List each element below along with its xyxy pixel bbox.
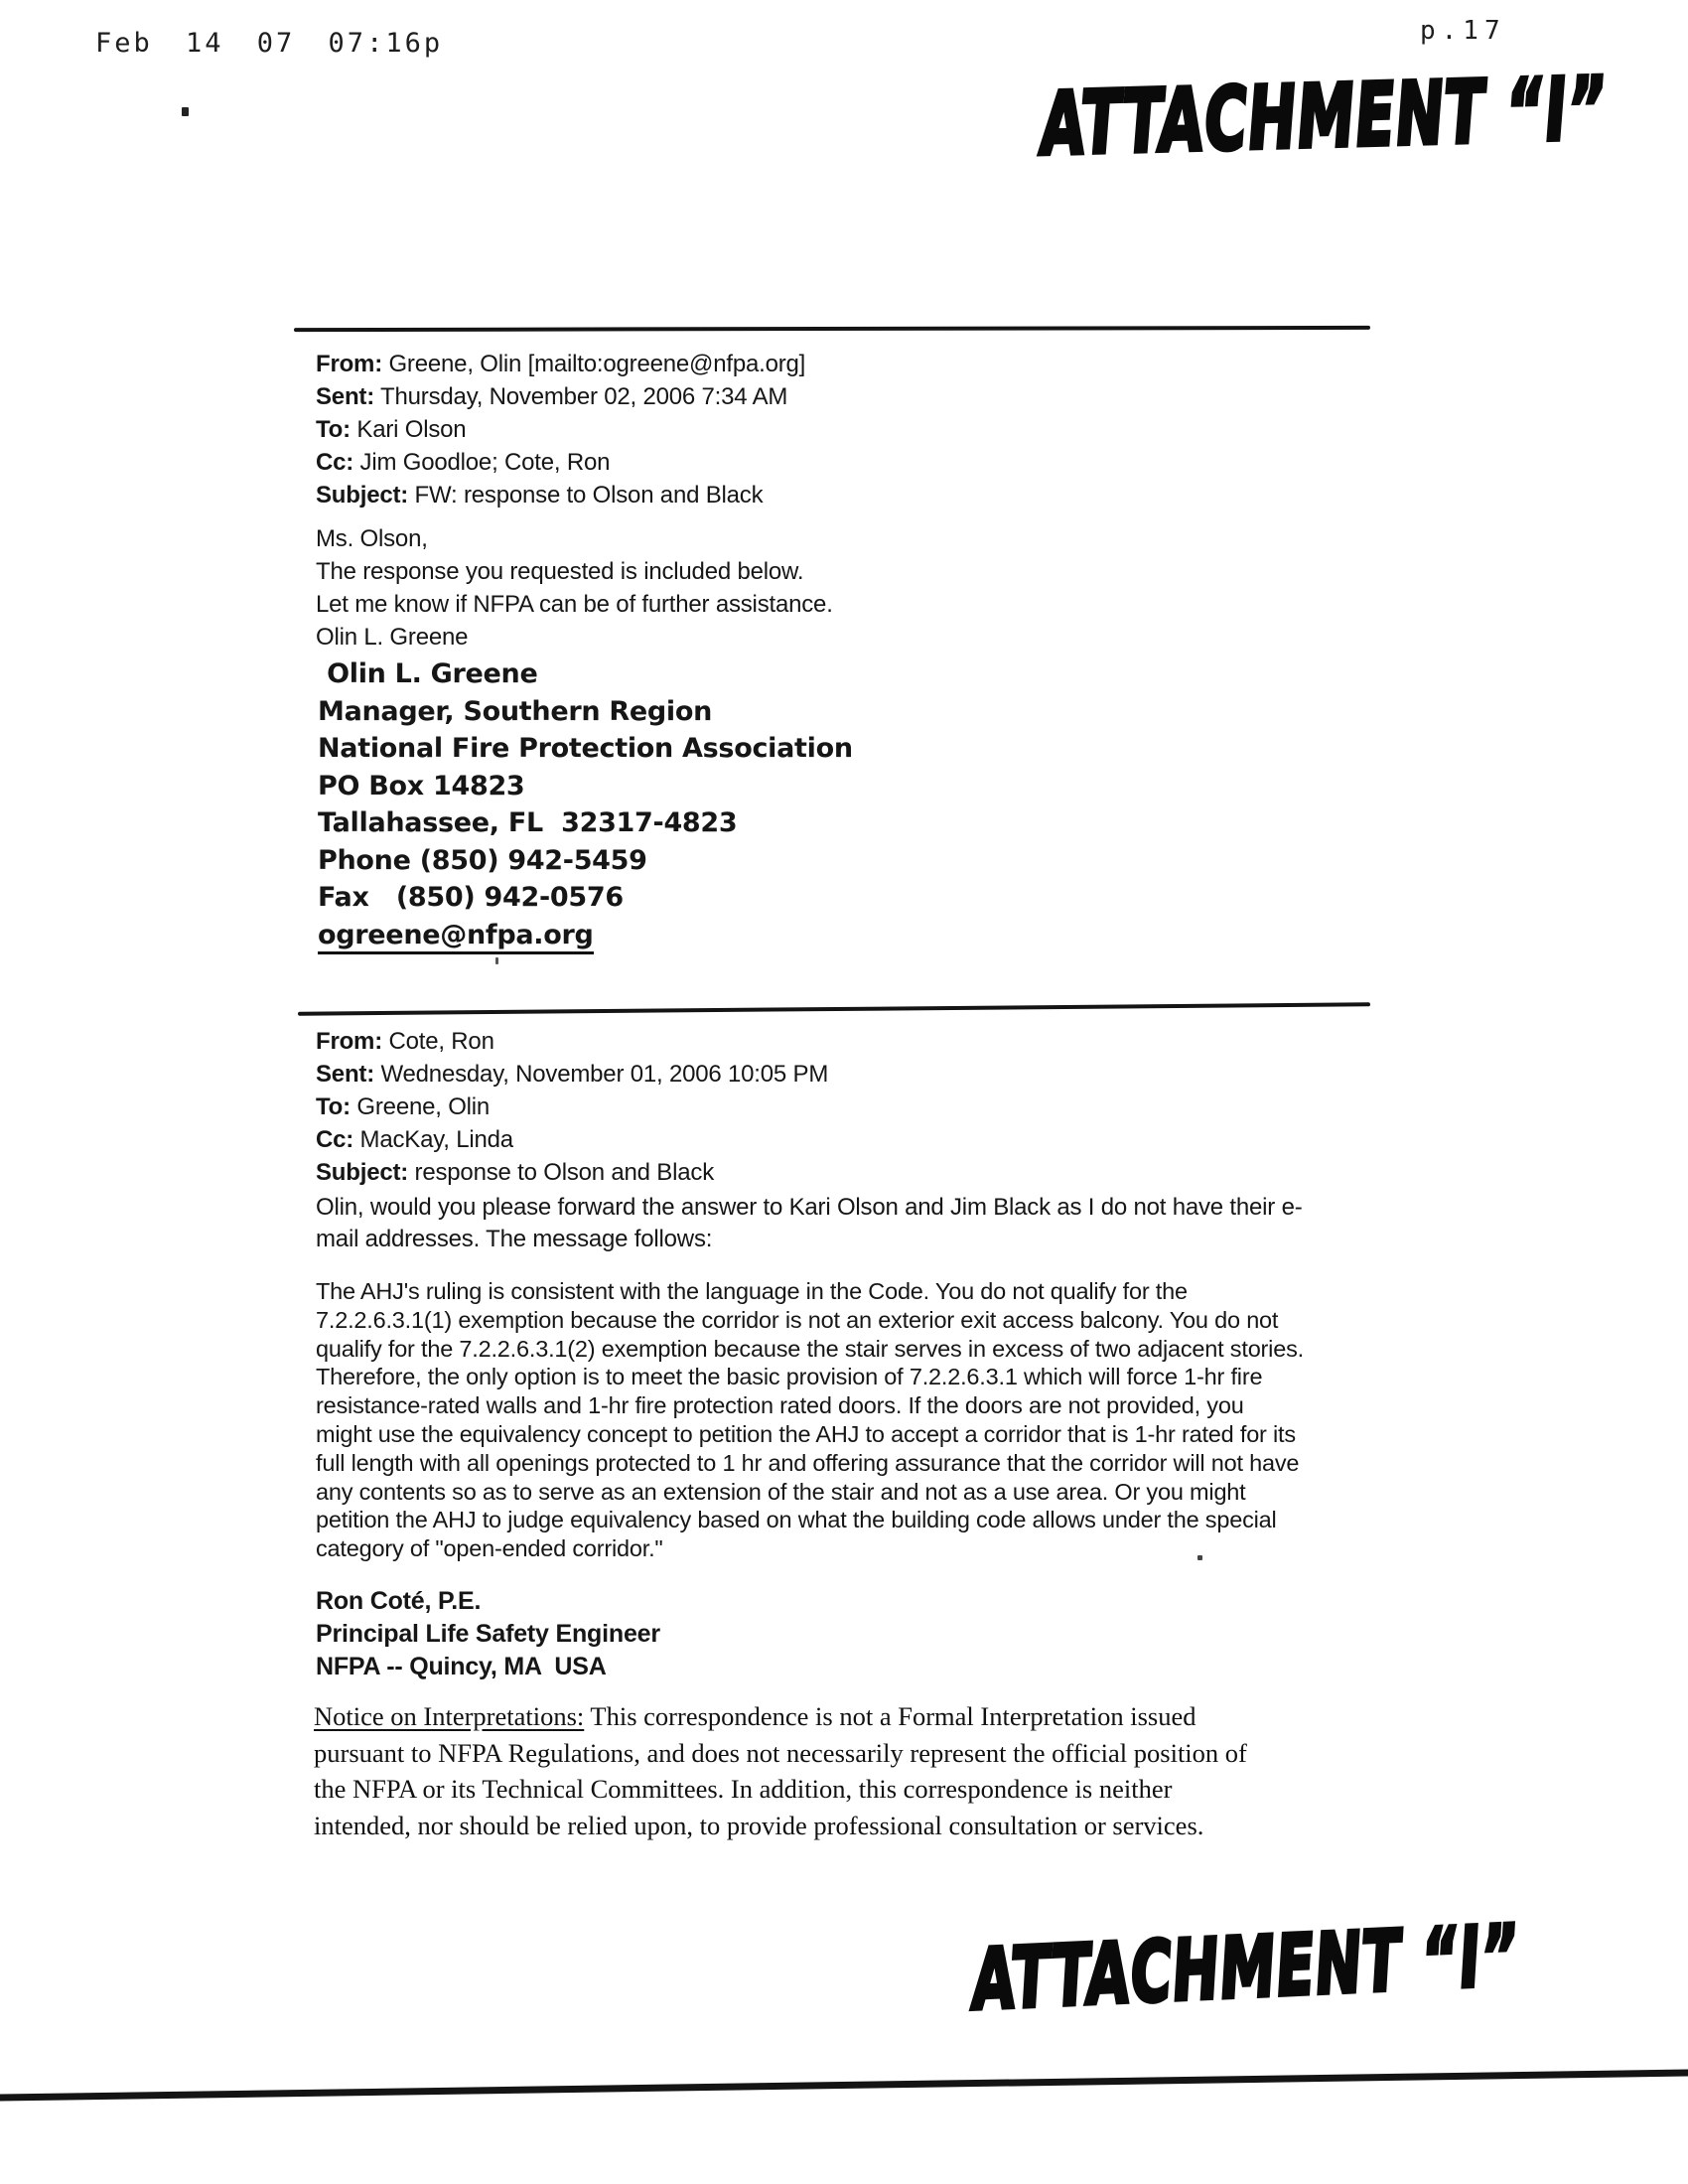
text-line: Therefore, the only option is to meet the basic provision of 7.2.2.6.3.1 which will force 1-hr fire — [316, 1364, 1263, 1390]
signature-title: Principal Life Safety Engineer — [316, 1620, 660, 1648]
text-line: any contents so as to serve as an extension of the stair and not as a use area. Or you might — [316, 1478, 1246, 1505]
email2-intro — [316, 1192, 1303, 1255]
email-address-text: ogreene@nfpa.org — [318, 920, 594, 954]
signature-pobox: PO Box 14823 — [318, 770, 525, 801]
email2-divider-line — [298, 1002, 1370, 1015]
to-label: To: — [316, 416, 351, 443]
scan-speck — [182, 107, 189, 116]
cc-value: Jim Goodloe; Cote, Ron — [353, 449, 611, 476]
notice-line: pursuant to NFPA Regulations, and does not necessarily represent the official position of — [314, 1737, 1247, 1768]
fax-timestamp: Feb 14 07 07:16p — [95, 28, 444, 59]
signature-city: Tallahassee, FL 32317-4823 — [318, 807, 738, 838]
from-value: Cote, Ron — [382, 1028, 494, 1055]
to-value: Kari Olson — [350, 416, 467, 443]
email1-signature-block — [318, 655, 853, 953]
email1-to-line — [316, 413, 805, 446]
email2-subject-line — [316, 1156, 828, 1189]
sent-value: Wednesday, November 01, 2006 10:05 PM — [374, 1061, 829, 1088]
notice-line — [314, 1698, 1247, 1735]
text-line: Let me know if NFPA can be of further assistance. — [316, 591, 833, 618]
signature-org: National Fire Protection Association — [318, 733, 853, 764]
text-line: petition the AHJ to judge equivalency based on what the building code allows under the special — [316, 1507, 1277, 1533]
email2-message — [316, 1277, 1304, 1563]
text-line: Olin, would you please forward the answer to Kari Olson and Jim Black as I do not have their e- — [316, 1194, 1303, 1221]
signature-name: Ron Coté, P.E. — [316, 1587, 482, 1615]
email1-divider-line — [294, 326, 1370, 332]
email1-cc-line — [316, 446, 805, 479]
scan-speck — [495, 957, 498, 964]
text-line: full length with all openings protected to 1 hr and offering assurance that the corridor will not have — [316, 1449, 1300, 1476]
text-line: The response you requested is included below. — [316, 558, 804, 585]
fax-page-number: p.17 — [1420, 16, 1506, 46]
to-value: Greene, Olin — [350, 1093, 491, 1120]
attachment-stamp-top: ATTACHMENT “I” — [1037, 58, 1611, 176]
sent-label: Sent: — [316, 1061, 375, 1088]
email1-header-block — [316, 348, 805, 511]
notice-on-interpretations — [314, 1698, 1247, 1843]
email2-from-line — [316, 1025, 828, 1058]
signature-fax: Fax (850) 942-0576 — [318, 882, 624, 913]
subject-label: Subject: — [316, 1159, 409, 1186]
email2-cc-line — [316, 1123, 828, 1156]
scan-edge-line — [0, 2069, 1688, 2101]
from-label: From: — [316, 351, 382, 377]
email2-to-line — [316, 1091, 828, 1123]
text-line: The AHJ's ruling is consistent with the language in the Code. You do not qualify for the — [316, 1278, 1188, 1304]
sent-value: Thursday, November 02, 2006 7:34 AM — [374, 383, 788, 410]
signature-name: Olin L. Greene — [318, 658, 538, 689]
to-label: To: — [316, 1093, 351, 1120]
cc-label: Cc: — [316, 1126, 354, 1153]
email1-subject-line — [316, 479, 805, 511]
text-line: qualify for the 7.2.2.6.3.1(2) exemption because the stair serves in excess of two adjacent stories. — [316, 1335, 1304, 1362]
notice-line: intended, nor should be relied upon, to provide professional consultation or services. — [314, 1810, 1204, 1840]
email1-from-line — [316, 348, 805, 380]
subject-value: response to Olson and Black — [408, 1159, 714, 1186]
email1-body — [316, 522, 833, 654]
text-line: might use the equivalency concept to petition the AHJ to accept a corridor that is 1-hr rated for its — [316, 1420, 1296, 1447]
subject-value: FW: response to Olson and Black — [408, 482, 764, 509]
text-line: Olin L. Greene — [316, 624, 469, 651]
email2-sent-line — [316, 1058, 828, 1091]
email2-signature-block — [316, 1585, 660, 1683]
text-line: mail addresses. The message follows: — [316, 1226, 713, 1252]
signature-email-line — [318, 917, 853, 954]
from-label: From: — [316, 1028, 382, 1055]
cc-value: MacKay, Linda — [353, 1126, 513, 1153]
sent-label: Sent: — [316, 383, 375, 410]
text-line: Ms. Olson, — [316, 525, 428, 552]
from-value: Greene, Olin [mailto:ogreene@nfpa.org] — [382, 351, 806, 377]
notice-heading: Notice on Interpretations: — [314, 1701, 585, 1731]
cc-label: Cc: — [316, 449, 354, 476]
signature-org: NFPA -- Quincy, MA USA — [316, 1653, 607, 1680]
email1-sent-line — [316, 380, 805, 413]
signature-phone: Phone (850) 942-5459 — [318, 844, 647, 876]
email2-header-block — [316, 1025, 828, 1189]
scan-speck — [1197, 1555, 1202, 1560]
attachment-stamp-bottom: ATTACHMENT “I” — [969, 1908, 1522, 2030]
subject-label: Subject: — [316, 482, 409, 509]
notice-line1-rest: This correspondence is not a Formal Interpretation issued — [584, 1701, 1196, 1731]
signature-title: Manager, Southern Region — [318, 695, 713, 727]
text-line: resistance-rated walls and 1-hr fire protection rated doors. If the doors are not provided, you — [316, 1392, 1244, 1419]
text-line: 7.2.2.6.3.1(1) exemption because the corridor is not an exterior exit access balcony. You do not — [316, 1306, 1279, 1333]
text-line: category of "open-ended corridor." — [316, 1535, 663, 1562]
notice-line: the NFPA or its Technical Committees. In addition, this correspondence is neither — [314, 1774, 1173, 1804]
